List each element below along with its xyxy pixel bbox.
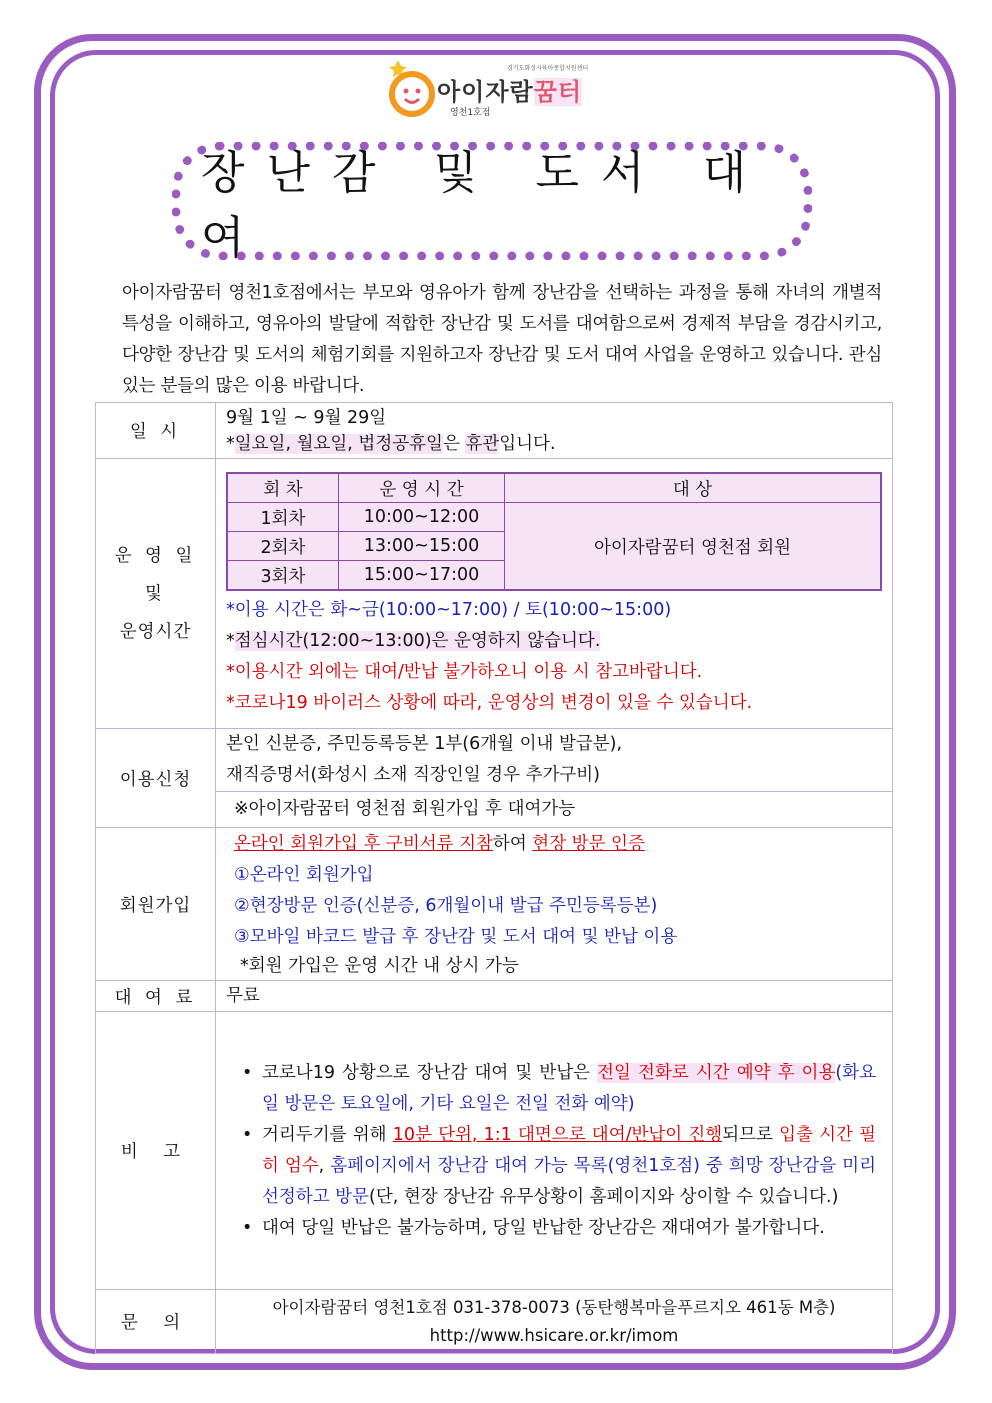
label-fee: 대 여 료 <box>96 981 216 1012</box>
session-1-time: 10:00~12:00 <box>339 503 505 532</box>
label-remarks: 비 고 <box>96 1012 216 1290</box>
closed-days-note: *일요일, 월요일, 법정공휴일은 휴관입니다. <box>226 433 556 454</box>
hours-note-covid: *코로나19 바이러스 상황에 따라, 운영상의 변경이 있을 수 있습니다. <box>226 693 753 713</box>
schedule-header-time: 운 영 시 간 <box>339 473 505 503</box>
hours-note-days: *이용 시간은 화~금(10:00~17:00) / 토(10:00~15:00) <box>226 600 672 620</box>
content-fee <box>216 981 893 1012</box>
schedule-header-session: 회 차 <box>227 473 339 503</box>
session-3: 3회차 <box>227 561 339 591</box>
schedule-header-target: 대 상 <box>505 473 882 503</box>
session-3-time: 15:00~17:00 <box>339 561 505 591</box>
fee-value: 무료 <box>226 985 260 1006</box>
title-box <box>172 142 812 264</box>
contact-info: 아이자람꿈터 영천1호점 031-378-0073 (동탄행복마을푸르지오 461동 M층) <box>272 1297 836 1317</box>
row-fee <box>96 981 893 1012</box>
apply-note: ※아이자람꿈터 영천점 회원가입 후 대여가능 <box>234 799 576 819</box>
content-date <box>216 403 893 459</box>
row-apply-note <box>96 792 893 828</box>
remark-2: • 거리두기를 위해 10분 단위, 1:1 대면으로 대여/반납이 진행되므로 입출 시간 필히 엄수, 홈페이지에서 장난감 대여 가능 목록(영천1호점) 중 희망 장난감을 미리 선정하고 방문(단, 현장 장난감 유무상황이 홈페이지와 상이할 수 있습니다.) <box>242 1124 877 1207</box>
join-note: *회원 가입은 운영 시간 내 상시 가능 <box>240 955 519 976</box>
row-join <box>96 828 893 981</box>
apply-docs-line2: 재직증명서(화성시 소재 직장인일 경우 추가구비) <box>226 765 601 785</box>
remarks-list <box>226 1058 892 1244</box>
content-apply-docs <box>216 729 893 792</box>
remark-1: • 코로나19 상황으로 장난감 대여 및 반납은 전일 전화로 시간 예약 후 이용(화요일 방문은 토요일에, 기타 요일은 전일 전화 예약) <box>242 1062 876 1114</box>
join-step-1: ①온라인 회원가입 <box>234 864 374 885</box>
label-apply: 이용신청 <box>96 729 216 828</box>
label-hours: 운 영 일 및 운영시간 <box>96 459 216 729</box>
hours-note-outside: *이용시간 외에는 대여/반납 불가하오니 이용 시 참고바랍니다. <box>226 662 703 682</box>
session-2: 2회차 <box>227 532 339 561</box>
content-hours <box>216 459 893 729</box>
label-contact: 문 의 <box>96 1290 216 1354</box>
remark-3: • 대여 당일 반납은 불가능하며, 당일 반납한 장난감은 재대여가 불가합니다. <box>242 1217 825 1238</box>
date-range: 9월 1일 ~ 9월 29일 <box>226 407 387 428</box>
page-title: 장난감 및 도서 대여 <box>201 146 769 264</box>
logo-wordmark: 아이자람꿈터 <box>437 78 583 106</box>
child-face-icon <box>385 60 435 120</box>
logo <box>385 60 635 122</box>
row-date <box>96 403 893 459</box>
content-contact <box>216 1290 893 1354</box>
row-hours <box>96 459 893 729</box>
join-step-3: ③모바일 바코드 발급 후 장난감 및 도서 대여 및 반납 이용 <box>234 926 678 947</box>
row-contact <box>96 1290 893 1354</box>
schedule-table <box>226 472 882 591</box>
content-apply-note <box>216 792 893 828</box>
contact-url[interactable]: http://www.hsicare.or.kr/imom <box>429 1325 679 1345</box>
apply-docs-line1: 본인 신분증, 주민등록등본 1부(6개월 이내 발급분), <box>226 734 623 754</box>
session-1: 1회차 <box>227 503 339 532</box>
session-target: 아이자람꿈터 영천점 회원 <box>505 503 882 591</box>
content-remarks <box>216 1012 893 1290</box>
logo-organization: 경기도화성시육아종합지원센터 <box>507 65 589 72</box>
hours-note-lunch: *점심시간(12:00~13:00)은 운영하지 않습니다. <box>226 631 601 651</box>
label-join: 회원가입 <box>96 828 216 981</box>
label-date: 일 시 <box>96 403 216 459</box>
row-remarks <box>96 1012 893 1290</box>
content-join <box>216 828 893 981</box>
session-2-time: 13:00~15:00 <box>339 532 505 561</box>
join-step-2: ②현장방문 인증(신분증, 6개월이내 발급 주민등록등본) <box>234 895 658 916</box>
row-apply <box>96 729 893 792</box>
logo-branch: 영천1호점 <box>450 108 491 118</box>
intro-paragraph: 아이자람꿈터 영천1호점에서는 부모와 영유아가 함께 장난감을 선택하는 과정을 통해 자녀의 개별적 특성을 이해하고, 영유아의 발달에 적합한 장난감 및 도서를 대여함으로써 경제적 부담을 경감시키고, 다양한 장난감 및 도서의 체험기회를 지원하고자 장난감 및 도서 대여 사업을 운영하고 있습니다. 관심 있는 분들의 많은 이용 바랍니다. <box>122 283 882 396</box>
join-summary: 온라인 회원가입 후 구비서류 지참하여 현장 방문 인증 <box>234 833 645 854</box>
info-table <box>95 402 893 1354</box>
